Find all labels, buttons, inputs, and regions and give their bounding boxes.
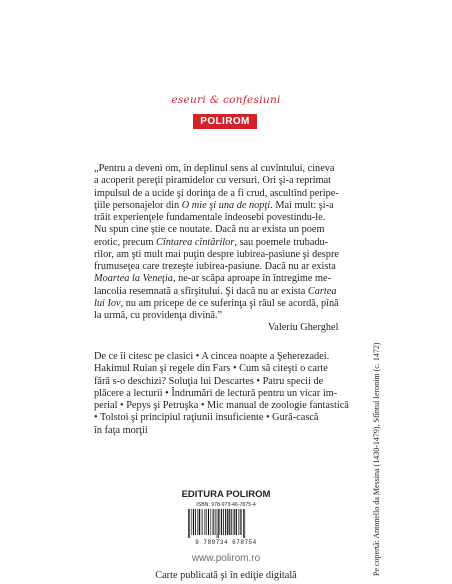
quote-title-italic: Moartea la Veneţia — [94, 273, 173, 285]
quote-text: rilor, am şti mult mai puţin despre iubirea-pasiune şi despre — [94, 248, 339, 260]
barcode-bar — [240, 509, 241, 535]
quote-text: a acoperit pereţii piramidelor cu versuri. Ori şi-a reprimat — [94, 175, 332, 187]
quote-line — [94, 175, 354, 187]
quote-title-italic: Cîntarea cîntărilor — [156, 236, 235, 248]
contents-line: De ce îi citesc pe clasici • A cincea noapte a Şeherezadei. — [94, 351, 330, 362]
quote-line — [94, 237, 354, 249]
contents-line: fără s-o deschizi? Soluţia lui Descartes • Patru specii de — [94, 375, 324, 387]
barcode-bar — [201, 509, 202, 535]
contents-line: în faţa morţii — [94, 424, 148, 436]
quote-text: , nu am pricepe de ce suferinţa şi răul se acordă, pînă — [120, 297, 339, 309]
quote-line — [94, 310, 354, 322]
digital-edition-note: Carte publicată şi în ediţie digitală — [155, 570, 297, 581]
quote-text: impulsul de a ucide şi dorinţa de a fi crud, ascultînd peripe- — [94, 187, 339, 199]
isbn-label: ISBN: 978-973-46-7875-4 — [196, 502, 256, 508]
barcode-bar — [221, 509, 222, 535]
blurb-quote — [94, 163, 354, 322]
barcode-bar — [202, 509, 203, 535]
contents-line: Hakimul Ruian şi regele din Fars • Cum să citeşti o carte — [94, 363, 328, 375]
barcode-bar — [243, 509, 244, 538]
website: www.polirom.ro — [191, 553, 261, 564]
quote-text: , ne-ar scăpa aproape în întregime me- — [172, 273, 332, 285]
quote-text: . Mai mult: şi-a — [270, 199, 334, 211]
barcode-bar — [193, 509, 194, 535]
barcode-bar — [234, 509, 235, 535]
contents-list — [94, 351, 356, 437]
barcode-bar — [199, 509, 200, 535]
barcode-bar — [204, 509, 205, 535]
quote-line — [94, 249, 354, 261]
barcode-bar — [231, 509, 232, 535]
quote-text: , sau poemele trubadu- — [234, 236, 329, 248]
barcode-bar — [206, 509, 207, 535]
quote-text: ţiile personajelor din — [94, 199, 182, 211]
quote-text: frumuseţea care trezeşte iubirea-pasiune. Dacă nu ar exista — [94, 261, 336, 272]
series-title: eseuri & confesiuni — [171, 94, 281, 106]
quote-line — [94, 273, 354, 285]
quote-line — [94, 188, 354, 200]
barcode-bar — [195, 509, 196, 535]
contents-line: • Tolstoi şi principiul raţiunii insuficiente • Gură-cască — [94, 412, 319, 424]
barcode-bar — [244, 509, 245, 538]
quote-line — [94, 298, 354, 310]
quote-author: Valeriu Gherghel — [268, 322, 339, 333]
barcode-bar — [213, 509, 214, 535]
contents-line: perial • Pepys şi Petruşka • Mic manual de zoologie fantastică — [94, 400, 349, 411]
quote-line — [94, 224, 354, 236]
publisher-name: EDITURA POLIROM — [181, 489, 271, 500]
quote-text: erotic, precum — [94, 236, 157, 248]
contents-line: plăcere a lecturii • Îndrumări de lectură pentru un vicar im- — [94, 387, 338, 399]
barcode-bar — [189, 509, 190, 538]
quote-title-italic: O mie şi una de nopţi — [181, 199, 271, 211]
barcode-bar — [219, 509, 220, 535]
cover-credit: Pe copertă: Antonello da Messina (1430-1479), Sfîntul Ieronim (c. 1472) — [372, 342, 381, 576]
quote-line — [94, 212, 354, 224]
polirom-logo: POLIROM — [193, 114, 257, 129]
quote-text: trăit experienţele fundamentale îndeosebi povestindu-le. — [94, 212, 326, 223]
barcode — [183, 502, 269, 547]
barcode-bar — [208, 509, 209, 535]
quote-line — [94, 261, 354, 273]
quote-line — [94, 163, 354, 175]
barcode-bars — [187, 509, 267, 538]
barcode-bar — [215, 509, 216, 535]
barcode-bar — [217, 509, 218, 538]
quote-text: „Pentru a deveni om, în deplinul sens al cuvîntului, cineva — [94, 163, 335, 174]
quote-text: la urmă, cu providenţa divină.” — [94, 310, 223, 321]
barcode-bar — [223, 509, 224, 535]
barcode-bar — [227, 509, 228, 535]
barcode-bar — [242, 509, 243, 535]
barcode-bar — [218, 509, 219, 538]
barcode-bar — [212, 509, 213, 535]
barcode-bar — [197, 509, 198, 535]
quote-text: lancolia resemnată a sfîrşitului. Şi dacă nu ar exista — [94, 285, 308, 297]
quote-title-italic: Cartea — [307, 285, 337, 297]
barcode-bar — [236, 509, 237, 535]
quote-line — [94, 200, 354, 212]
barcode-digits: 9 789734 678754 — [195, 539, 257, 546]
barcode-bar — [225, 509, 226, 535]
barcode-bar — [188, 509, 189, 538]
barcode-bar — [210, 509, 211, 535]
barcode-bar — [229, 509, 230, 535]
quote-line — [94, 286, 354, 298]
quote-title-italic: lui Iov — [94, 297, 121, 309]
barcode-bar — [191, 509, 192, 535]
quote-text: Nu spun cine ştie ce noutate. Dacă nu ar exista un poem — [94, 224, 325, 236]
barcode-bar — [238, 509, 239, 535]
